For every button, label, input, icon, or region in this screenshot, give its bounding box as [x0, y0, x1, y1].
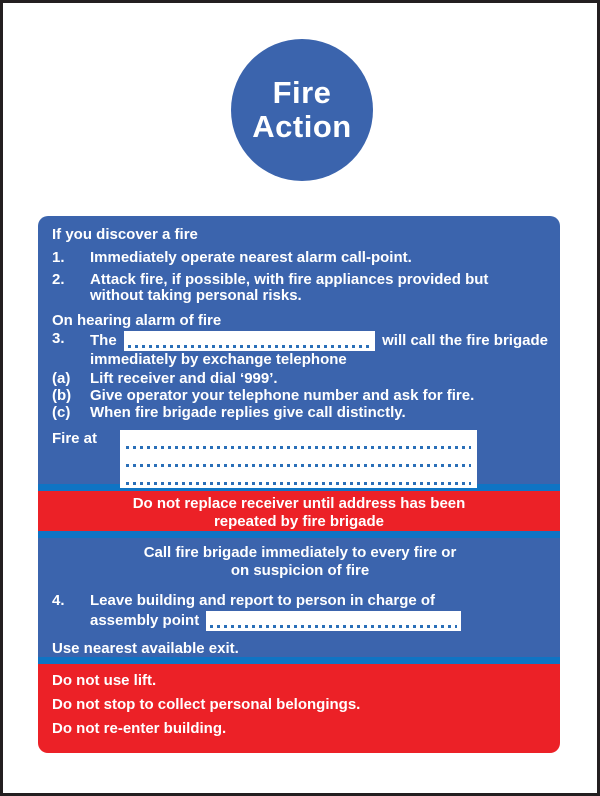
- item-text-line: Attack fire, if possible, with fire appliances provided but: [90, 271, 489, 288]
- item-text-line: immediately by exchange telephone: [90, 351, 347, 368]
- instruction-panel: [38, 216, 560, 753]
- item-text: Immediately operate nearest alarm call-point.: [90, 249, 412, 266]
- item-text: Lift receiver and dial ‘999’.: [90, 370, 278, 387]
- item-text-post: will call the fire brigade: [382, 332, 548, 349]
- list-item-c: [52, 405, 548, 421]
- dotted-write-line: [126, 446, 471, 449]
- write-in-field-caller: [124, 331, 375, 351]
- prohibition-line: Do not use lift.: [52, 672, 157, 689]
- dotted-write-line: [128, 345, 371, 348]
- item-text: Give operator your telephone number and ask for fire.: [90, 387, 475, 404]
- item-text-line: without taking personal risks.: [90, 287, 302, 304]
- item-number: 2.: [52, 271, 65, 288]
- item-text: When fire brigade replies give call distinctly.: [90, 404, 406, 421]
- item-text: [90, 272, 548, 304]
- item-text-line: [90, 331, 548, 351]
- write-in-field-assembly: [206, 611, 461, 631]
- discover-heading: If you discover a fire: [52, 226, 198, 243]
- exit-instruction: Use nearest available exit.: [52, 640, 239, 657]
- section-discover-fire: [38, 216, 560, 484]
- list-item-a: [52, 371, 548, 387]
- list-item-1: [52, 250, 548, 266]
- receiver-warning-line: Do not replace receiver until address has been: [132, 495, 466, 512]
- prohibition-line: Do not re-enter building.: [52, 720, 227, 737]
- section-prohibitions: [38, 664, 560, 753]
- item-text-line: [90, 611, 548, 631]
- fire-at-label: Fire at: [52, 430, 98, 447]
- divider-stripe: [38, 531, 560, 538]
- dotted-write-line: [126, 464, 471, 467]
- call-brigade-line: Call fire brigade immediately to every fire or: [143, 544, 457, 561]
- list-item-4: [52, 593, 548, 631]
- hearing-heading: On hearing alarm of fire: [52, 312, 222, 329]
- fire-action-roundel: [231, 39, 373, 181]
- prohibition-line: Do not stop to collect personal belongings.: [52, 696, 361, 713]
- item-text-line: Leave building and report to person in charge of: [90, 592, 436, 609]
- item-text-pre: assembly point: [90, 612, 200, 629]
- section-receiver-warning: [38, 491, 560, 531]
- list-item-b: [52, 388, 548, 404]
- call-brigade-line: on suspicion of fire: [230, 562, 370, 579]
- write-in-field-address: [120, 430, 477, 488]
- item-number: 1.: [52, 249, 65, 266]
- list-item-3: [52, 331, 548, 368]
- section-call-brigade: [38, 538, 560, 657]
- divider-stripe: [38, 657, 560, 664]
- roundel-title-line1: Fire: [272, 75, 332, 110]
- item-text-pre: The: [90, 332, 117, 349]
- dotted-write-line: [126, 482, 471, 485]
- item-text: [90, 331, 548, 368]
- receiver-warning-line: repeated by fire brigade: [213, 513, 385, 530]
- roundel-title-line2: Action: [252, 109, 352, 144]
- item-text: [90, 593, 548, 631]
- item-number: 4.: [52, 592, 65, 609]
- item-number: (c): [52, 404, 71, 421]
- item-number: 3.: [52, 330, 65, 347]
- item-number: (b): [52, 387, 72, 404]
- dotted-write-line: [210, 625, 457, 628]
- list-item-2: [52, 272, 548, 304]
- item-number: (a): [52, 370, 71, 387]
